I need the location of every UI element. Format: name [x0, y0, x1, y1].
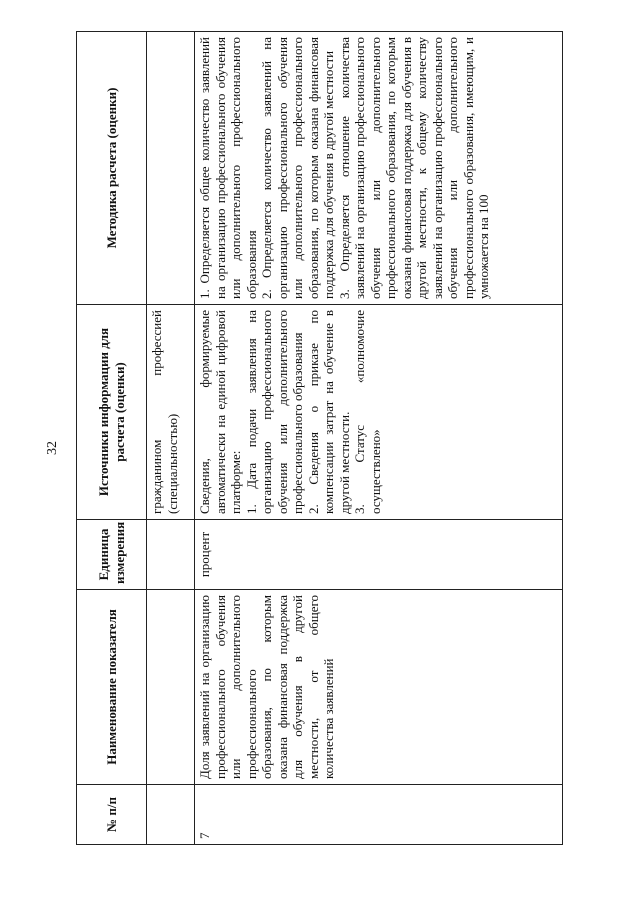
row-unit: процент	[195, 520, 563, 590]
indicator-table	[76, 31, 563, 845]
page-number: 32	[45, 441, 60, 455]
method-step: 1. Определяется общее количество заявлений на организацию профессионального обучения или дополнительного профессионального образования	[197, 37, 259, 299]
table-row	[195, 32, 563, 845]
row-method	[195, 32, 563, 305]
rotated-table-container	[76, 32, 563, 845]
header-sources: Источники информации для расчета (оценки)	[77, 305, 147, 520]
cont-number	[147, 785, 195, 845]
continuation-row	[147, 32, 195, 845]
cont-sources: гражданином профессией (специальностью)	[147, 305, 195, 520]
row-name: Доля заявлений на организацию профессионального обучения или дополнительного профессионального образования, по которым оказана финансовая поддержка для обучения в другой местности, от общего количества заявлений	[195, 590, 563, 785]
cont-unit	[147, 520, 195, 590]
method-step: 3. Определяется отношение количества заявлений на организацию профессионального обучения или дополнительного профессионального образования, по которым оказана финансовая поддержка для обучения в другой местности, к общему количеству заявлений на организацию профессионального обучения или дополнительного профессионального образования, имеющим, и умножается на 100	[336, 37, 491, 299]
header-row	[77, 32, 147, 845]
header-name: Наименование показателя	[77, 590, 147, 785]
source-item: Сведения, формируемые автоматически на единой цифровой платформе:	[197, 310, 243, 514]
cont-method	[147, 32, 195, 305]
header-number: № п/п	[77, 785, 147, 845]
method-step: 2. Определяется количество заявлений на организацию профессионального обучения или дополнительного профессионального образования, по которым оказана финансовая поддержка для обучения в другой местности	[259, 37, 336, 299]
row-sources	[195, 305, 563, 520]
cont-name	[147, 590, 195, 785]
source-item: 1. Дата подачи заявления на организацию профессионального обучения или дополнительного профессионального образования	[243, 310, 305, 514]
source-item: 3. Статус «полномочие осуществлено»	[352, 310, 383, 514]
source-item: 2. Сведения о приказе по компенсации затрат на обучение в другой местности.	[305, 310, 352, 514]
header-method: Методика расчета (оценки)	[77, 32, 147, 305]
header-unit: Единица измерения	[77, 520, 147, 590]
row-number: 7	[195, 785, 563, 845]
